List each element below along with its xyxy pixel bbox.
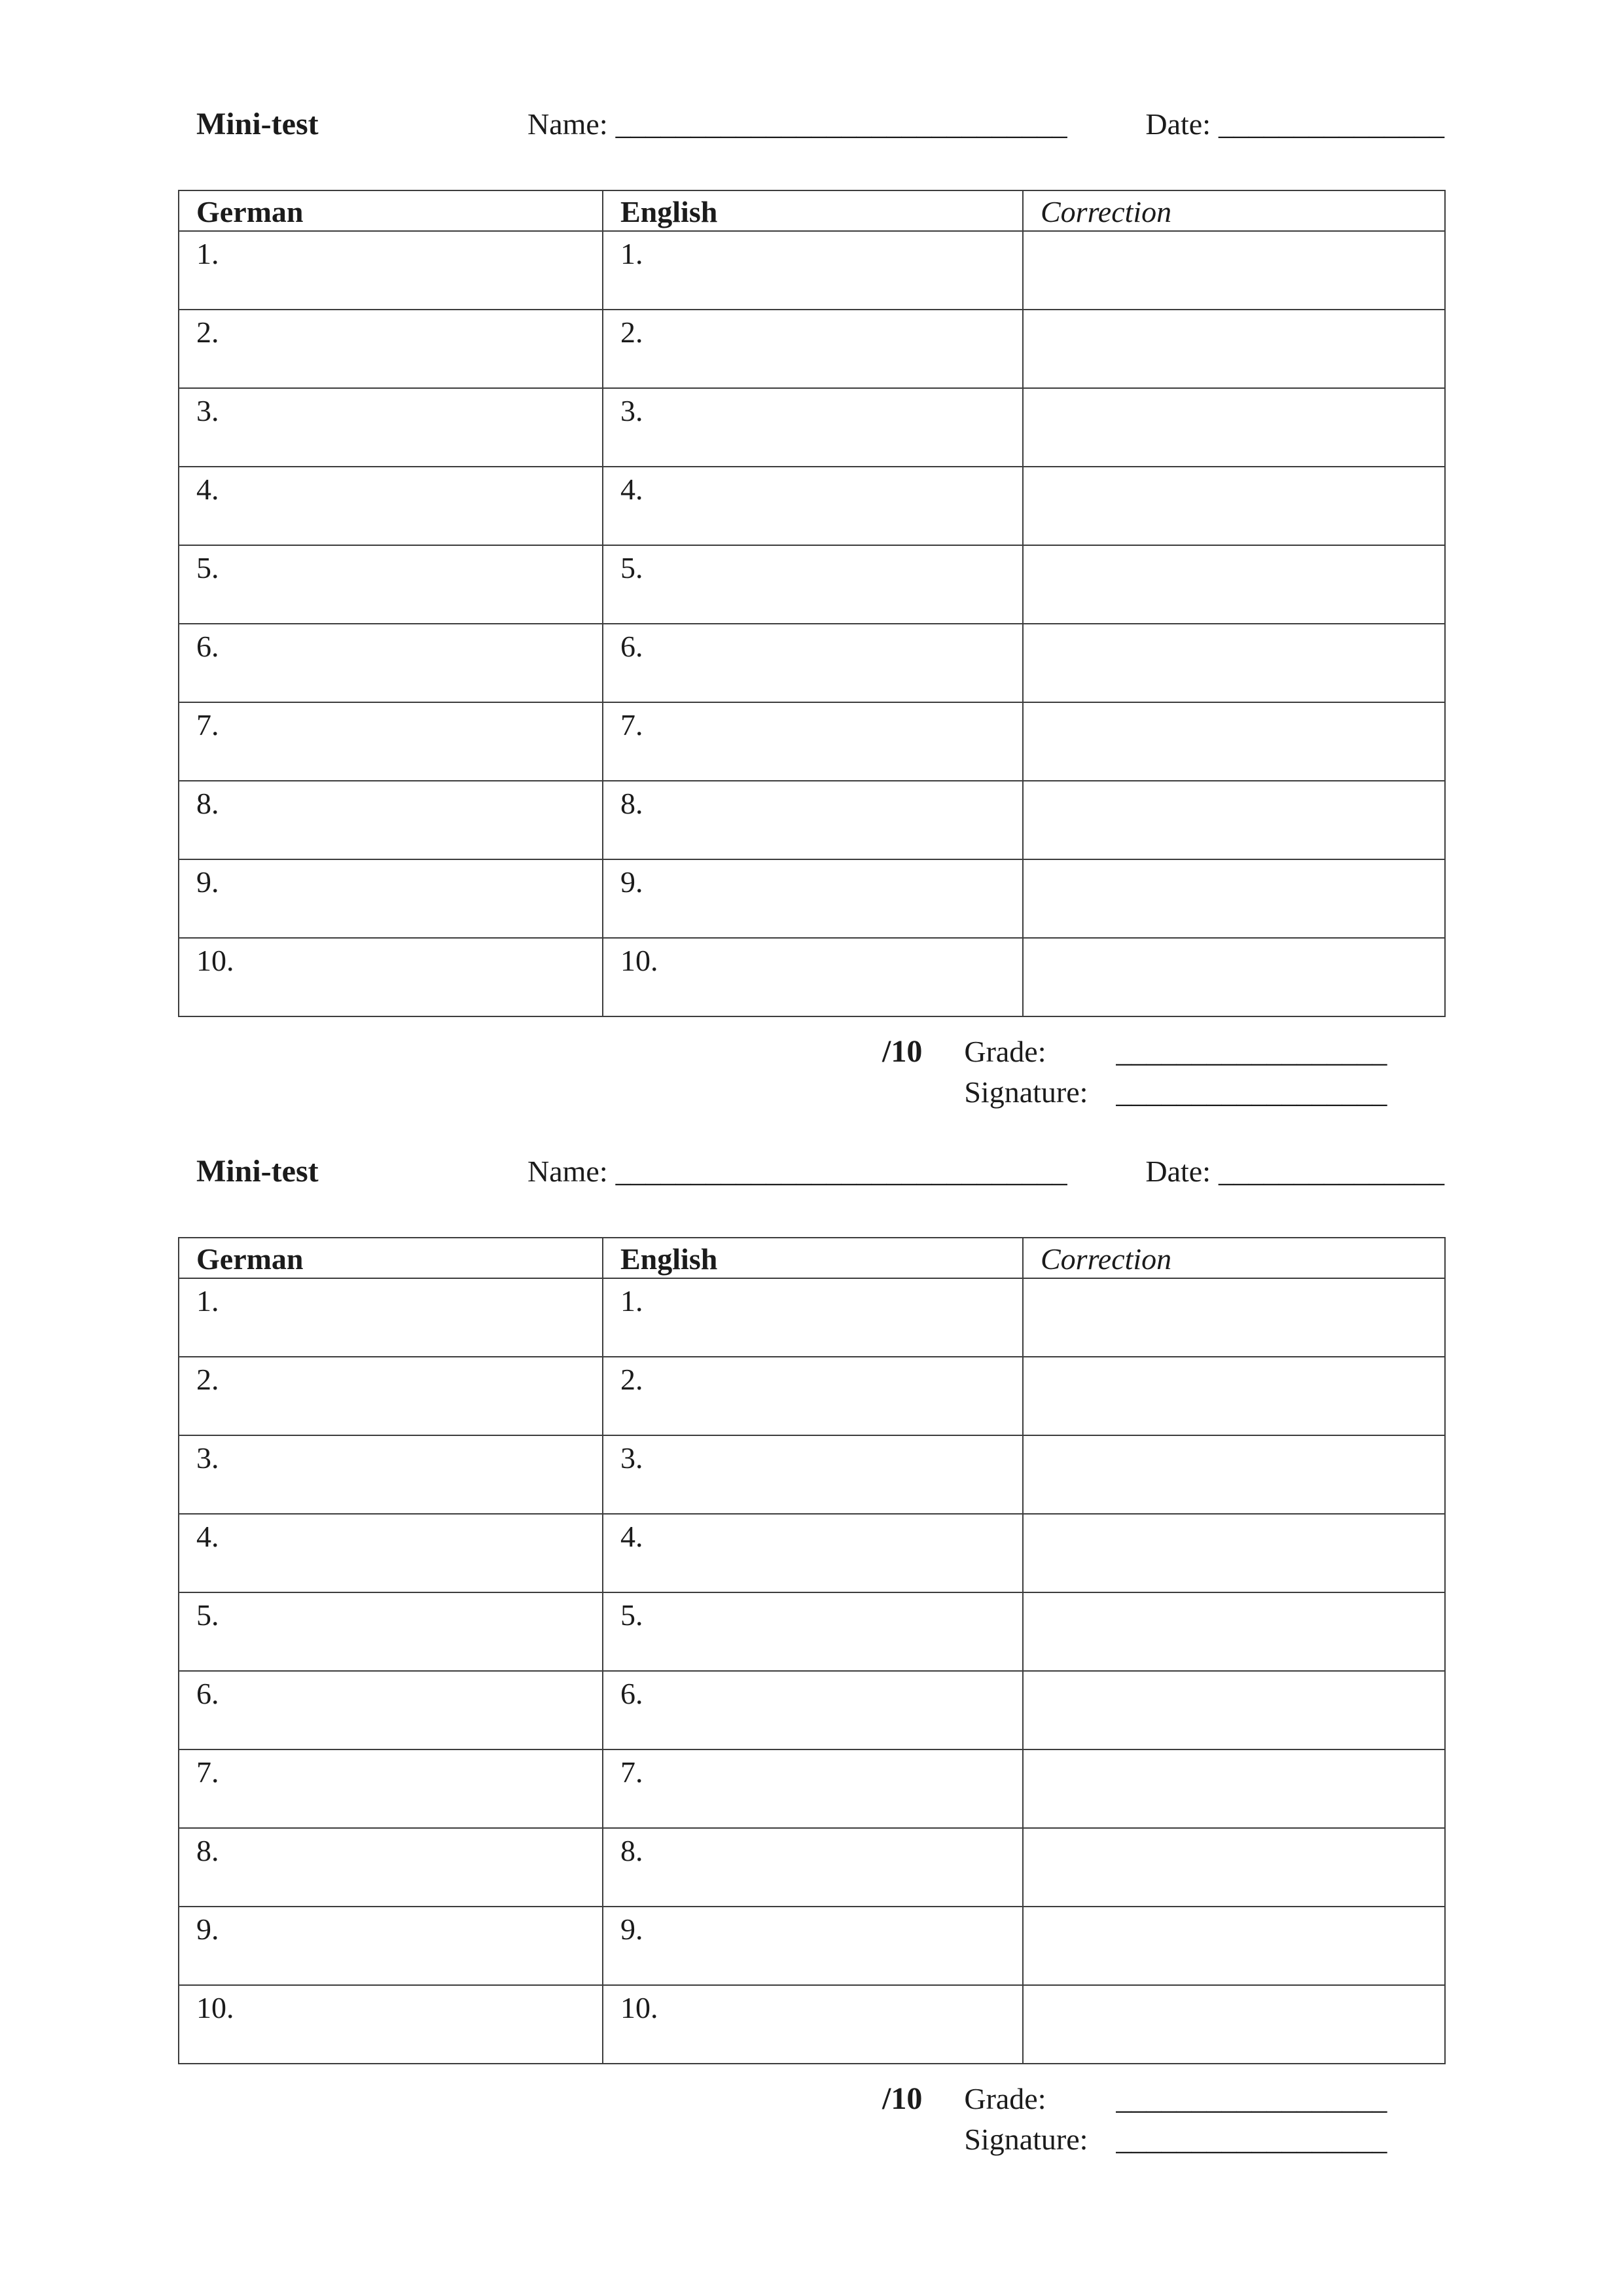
english-cell: 6. [603, 1671, 1023, 1749]
table-header-row [179, 1238, 1445, 1278]
score-label: /10 [882, 1034, 923, 1069]
grade-label: Grade: [964, 1035, 1046, 1068]
score-label: /10 [882, 2081, 923, 2116]
english-cell: 3. [603, 388, 1023, 467]
correction-cell [1023, 467, 1445, 545]
english-cell: 8. [603, 781, 1023, 859]
german-cell: 9. [179, 1907, 603, 1985]
vocab-table [178, 190, 1446, 1017]
section-footer [882, 1031, 1444, 1113]
section-footer [882, 2079, 1444, 2160]
correction-cell [1023, 1828, 1445, 1907]
english-cell: 10. [603, 938, 1023, 1016]
signature-label: Signature: [964, 2123, 1088, 2156]
english-cell: 1. [603, 231, 1023, 310]
table-row [179, 231, 1445, 310]
name-field [527, 1152, 1067, 1191]
table-row [179, 388, 1445, 467]
section-title: Mini-test [196, 107, 319, 141]
signature-blank-line: __________________ [1116, 1075, 1387, 1109]
german-cell: 6. [179, 624, 603, 702]
german-cell: 8. [179, 781, 603, 859]
table-row [179, 1749, 1445, 1828]
german-cell: 1. [179, 1278, 603, 1357]
german-cell: 4. [179, 1514, 603, 1592]
german-cell: 2. [179, 1357, 603, 1435]
german-cell: 5. [179, 1592, 603, 1671]
table-row [179, 702, 1445, 781]
german-cell: 8. [179, 1828, 603, 1907]
correction-cell [1023, 938, 1445, 1016]
table-row [179, 310, 1445, 388]
grade-line [964, 1031, 1387, 1072]
date-field [1145, 1152, 1444, 1191]
english-cell: 5. [603, 545, 1023, 624]
date-label: Date: [1145, 107, 1211, 141]
table-header-correction: Correction [1023, 190, 1445, 231]
vocab-table [178, 1237, 1446, 2064]
mini-test-section-1 [178, 105, 1444, 1113]
table-row [179, 1592, 1445, 1671]
correction-cell [1023, 859, 1445, 938]
english-cell: 3. [603, 1435, 1023, 1514]
german-cell: 3. [179, 388, 603, 467]
english-cell: 10. [603, 1985, 1023, 2064]
section-header [196, 1152, 1444, 1191]
english-cell: 4. [603, 467, 1023, 545]
german-cell: 7. [179, 702, 603, 781]
correction-cell [1023, 545, 1445, 624]
correction-cell [1023, 1435, 1445, 1514]
german-cell: 9. [179, 859, 603, 938]
table-row [179, 467, 1445, 545]
correction-cell [1023, 781, 1445, 859]
table-row [179, 1985, 1445, 2064]
table-header-german: German [179, 190, 603, 231]
table-header-row [179, 190, 1445, 231]
german-cell: 2. [179, 310, 603, 388]
correction-cell [1023, 702, 1445, 781]
english-cell: 2. [603, 1357, 1023, 1435]
table-row [179, 1907, 1445, 1985]
correction-cell [1023, 310, 1445, 388]
correction-cell [1023, 1357, 1445, 1435]
table-row [179, 781, 1445, 859]
correction-cell [1023, 1749, 1445, 1828]
signature-line [964, 2119, 1387, 2160]
english-cell: 1. [603, 1278, 1023, 1357]
german-cell: 1. [179, 231, 603, 310]
signature-line [964, 1072, 1387, 1113]
correction-cell [1023, 1985, 1445, 2064]
correction-cell [1023, 1907, 1445, 1985]
correction-cell [1023, 1592, 1445, 1671]
english-cell: 4. [603, 1514, 1023, 1592]
correction-cell [1023, 624, 1445, 702]
table-header-correction: Correction [1023, 1238, 1445, 1278]
correction-cell [1023, 1671, 1445, 1749]
german-cell: 5. [179, 545, 603, 624]
german-cell: 4. [179, 467, 603, 545]
section-title: Mini-test [196, 1154, 319, 1189]
name-field [527, 105, 1067, 144]
table-header-english: English [603, 190, 1023, 231]
name-blank-line: ______________________________ [615, 1155, 1067, 1188]
date-blank-line: _______________ [1219, 107, 1444, 141]
table-row [179, 859, 1445, 938]
correction-cell [1023, 231, 1445, 310]
english-cell: 5. [603, 1592, 1023, 1671]
english-cell: 9. [603, 1907, 1023, 1985]
section-header [196, 105, 1444, 144]
grade-signature-block [964, 1031, 1387, 1113]
correction-cell [1023, 388, 1445, 467]
signature-blank-line: __________________ [1116, 2123, 1387, 2156]
table-row [179, 1357, 1445, 1435]
date-label: Date: [1145, 1155, 1211, 1188]
table-row [179, 1671, 1445, 1749]
mini-test-section-2 [178, 1152, 1444, 2160]
german-cell: 10. [179, 938, 603, 1016]
table-row [179, 1278, 1445, 1357]
correction-cell [1023, 1278, 1445, 1357]
signature-label: Signature: [964, 1075, 1088, 1109]
correction-cell [1023, 1514, 1445, 1592]
english-cell: 7. [603, 702, 1023, 781]
table-header-german: German [179, 1238, 603, 1278]
table-row [179, 1435, 1445, 1514]
table-row [179, 545, 1445, 624]
german-cell: 6. [179, 1671, 603, 1749]
german-cell: 7. [179, 1749, 603, 1828]
english-cell: 9. [603, 859, 1023, 938]
table-row [179, 938, 1445, 1016]
english-cell: 6. [603, 624, 1023, 702]
grade-signature-block [964, 2079, 1387, 2160]
name-label: Name: [527, 1155, 608, 1188]
english-cell: 2. [603, 310, 1023, 388]
grade-line [964, 2079, 1387, 2119]
grade-blank-line: __________________ [1116, 1035, 1387, 1068]
name-label: Name: [527, 107, 608, 141]
table-row [179, 1514, 1445, 1592]
table-row [179, 624, 1445, 702]
table-row [179, 1828, 1445, 1907]
name-blank-line: ______________________________ [615, 107, 1067, 141]
grade-blank-line: __________________ [1116, 2082, 1387, 2115]
english-cell: 7. [603, 1749, 1023, 1828]
german-cell: 10. [179, 1985, 603, 2064]
german-cell: 3. [179, 1435, 603, 1514]
table-header-english: English [603, 1238, 1023, 1278]
date-blank-line: _______________ [1219, 1155, 1444, 1188]
english-cell: 8. [603, 1828, 1023, 1907]
grade-label: Grade: [964, 2082, 1046, 2115]
date-field [1145, 105, 1444, 144]
